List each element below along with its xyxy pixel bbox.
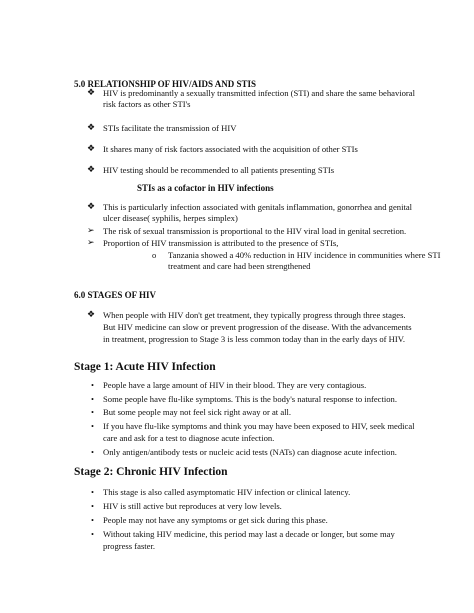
list-item-line: risk factors as other STI's — [103, 99, 191, 109]
diamond-bullet-icon: ❖ — [87, 87, 96, 97]
list-item-line: HIV is predominantly a sexually transmitted infection (STI) and share the same behavioral — [103, 88, 415, 98]
bullet-marker: • — [91, 447, 94, 457]
stage-2-heading: Stage 2: Chronic HIV Infection — [74, 466, 228, 478]
section-6-heading: 6.0 STAGES OF HIV — [74, 290, 157, 300]
list-item-line: Proportion of HIV transmission is attributed to the presence of STIs, — [103, 238, 339, 248]
list-item-line: ulcer disease( syphilis, herpes simplex) — [103, 213, 238, 223]
list-item-line: But some people may not feel sick right away or at all. — [103, 407, 292, 417]
list-item-line: People have a large amount of HIV in their blood. They are very contagious. — [103, 380, 367, 390]
stage-1-heading: Stage 1: Acute HIV Infection — [74, 361, 216, 373]
list-item-line: This stage is also called asymptomatic HIV infection or clinical latency. — [103, 487, 351, 497]
subheading-cofactor: STIs as a cofactor in HIV infections — [137, 183, 274, 193]
list-item-line: People may not have any symptoms or get sick during this phase. — [103, 515, 328, 525]
list-item-line: Without taking HIV medicine, this period may last a decade or longer, but some may — [103, 529, 395, 539]
bullet-marker: • — [91, 394, 94, 404]
list-item-line: If you have flu-like symptoms and think you may have been exposed to HIV, seek medical — [103, 421, 415, 431]
diamond-bullet-icon: ❖ — [87, 201, 96, 211]
list-item-line: It shares many of risk factors associated with the acquisition of other STIs — [103, 144, 358, 154]
bullet-marker: • — [91, 421, 94, 431]
list-item-line: STIs facilitate the transmission of HIV — [103, 123, 237, 133]
list-item-line: Only antigen/antibody tests or nucleic acid tests (NATs) can diagnose acute infection. — [103, 447, 397, 457]
sub-list-item-line: treatment and care had been strengthened — [168, 261, 311, 271]
diamond-bullet-icon: ❖ — [87, 309, 96, 319]
section-5-heading: 5.0 RELATIONSHIP OF HIV/AIDS AND STIS — [74, 79, 257, 89]
list-item-line: The risk of sexual transmission is proportional to the HIV viral load in genital secretion. — [103, 226, 407, 236]
list-item-line: HIV is still active but reproduces at very low levels. — [103, 501, 282, 511]
bullet-marker: • — [91, 501, 94, 511]
sub-list-item-line: Tanzania showed a 40% reduction in HIV incidence in communities where STI — [168, 250, 441, 260]
bullet-marker: • — [91, 515, 94, 525]
sub-bullet-marker: o — [152, 250, 157, 260]
list-item-line: HIV testing should be recommended to all patients presenting STIs — [103, 165, 335, 175]
bullet-marker: • — [91, 407, 94, 417]
arrow-bullet-icon: ➢ — [87, 225, 95, 235]
list-item-line: in treatment, progression to Stage 3 is less common today than in the early days of HIV. — [103, 334, 405, 344]
diamond-bullet-icon: ❖ — [87, 143, 96, 153]
arrow-bullet-icon: ➢ — [87, 237, 95, 247]
list-item-line: Some people have flu-like symptoms. This is the body's natural response to infection. — [103, 394, 398, 404]
list-item-line: When people with HIV don't get treatment, they typically progress through three stages. — [103, 310, 406, 320]
list-item-line: But HIV medicine can slow or prevent progression of the disease. With the advancements — [103, 322, 412, 332]
list-item-line: progress faster. — [103, 541, 156, 551]
diamond-bullet-icon: ❖ — [87, 122, 96, 132]
list-item-line: This is particularly infection associated with genitals inflammation, gonorrhea and genital — [103, 202, 413, 212]
bullet-marker: • — [91, 487, 94, 497]
diamond-bullet-icon: ❖ — [87, 164, 96, 174]
bullet-marker: • — [91, 529, 94, 539]
bullet-marker: • — [91, 380, 94, 390]
list-item-line: care and ask for a test to diagnose acute infection. — [103, 433, 275, 443]
